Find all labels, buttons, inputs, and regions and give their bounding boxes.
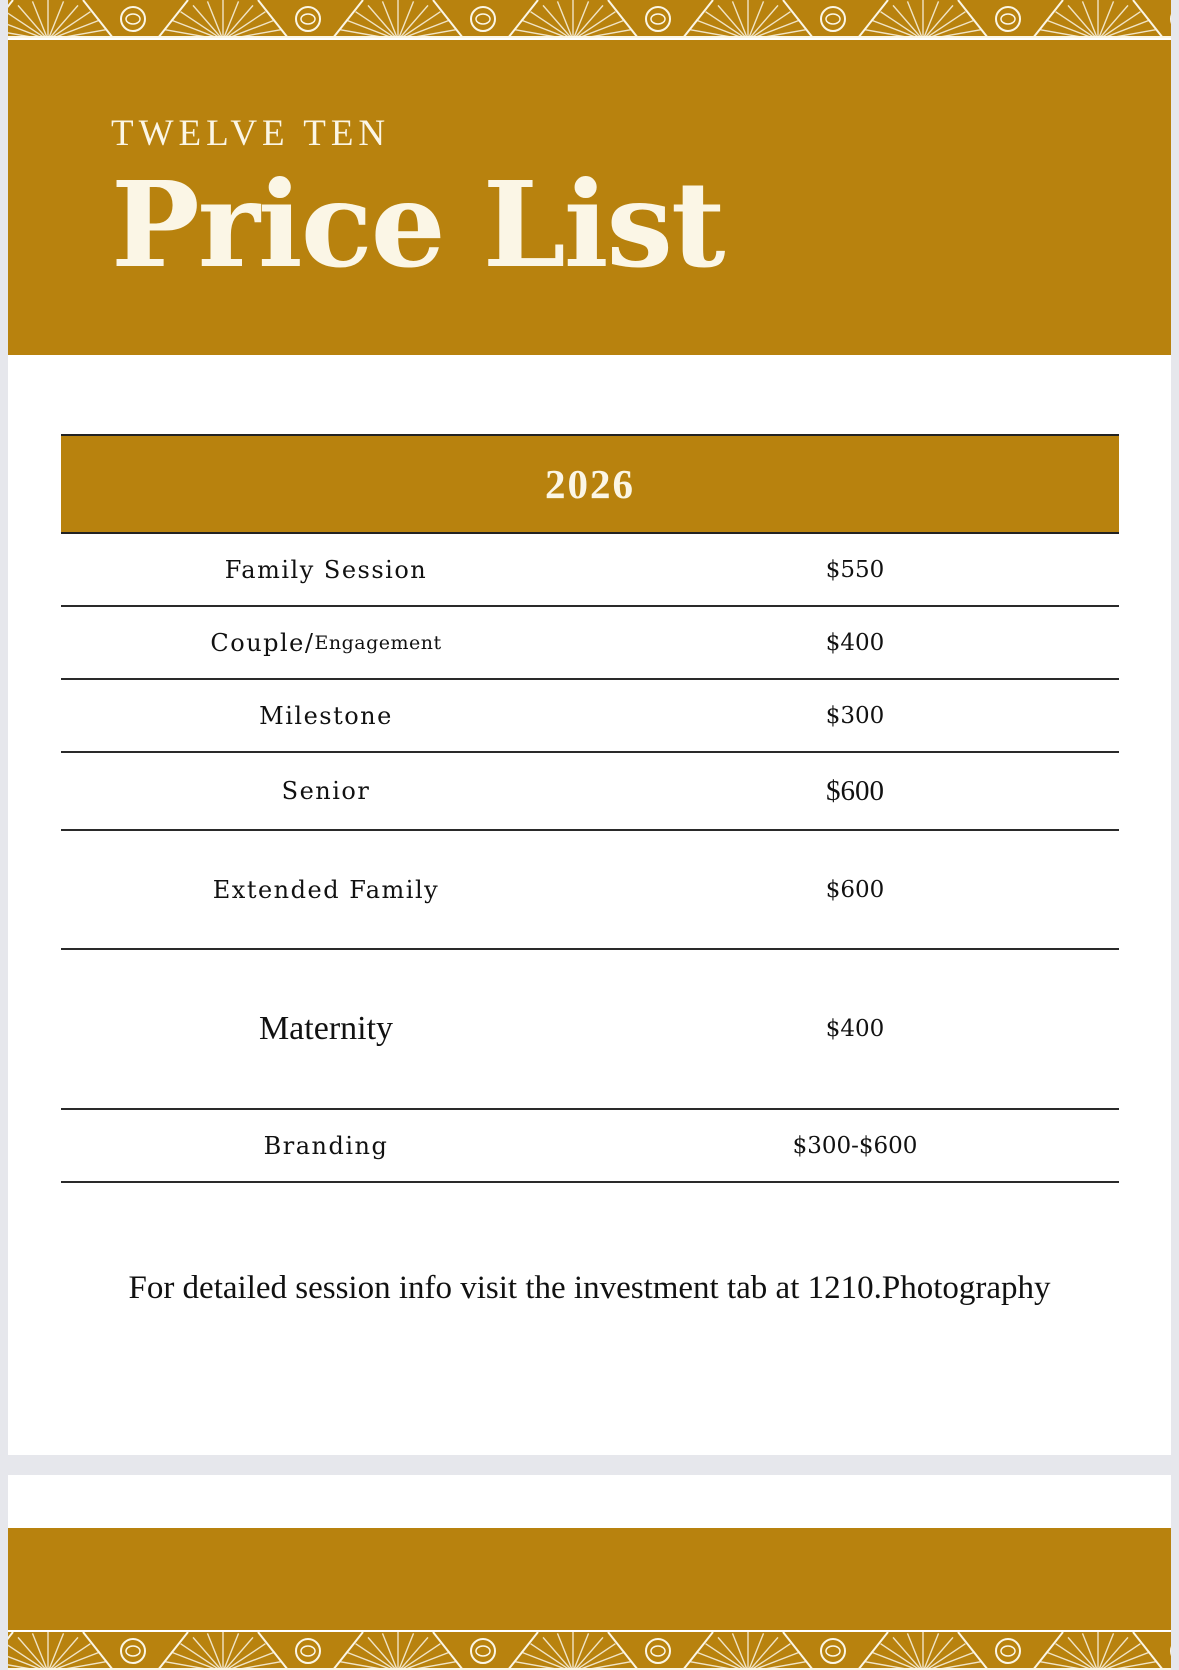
table-row bbox=[61, 1110, 1119, 1183]
price-list-page bbox=[8, 0, 1171, 1455]
fan-pattern-icon bbox=[8, 1632, 1171, 1670]
session-name: Maternity bbox=[258, 1010, 394, 1047]
art-deco-border-top bbox=[8, 0, 1171, 38]
footer-band bbox=[8, 1528, 1171, 1630]
session-name bbox=[61, 607, 591, 678]
session-price: $300 bbox=[825, 702, 885, 729]
second-page bbox=[8, 1475, 1171, 1669]
page-title: Price List bbox=[111, 155, 724, 294]
table-row bbox=[61, 831, 1119, 950]
session-price: $300-$600 bbox=[792, 1132, 918, 1159]
session-price: $550 bbox=[825, 556, 885, 583]
session-name: Extended Family bbox=[212, 875, 440, 904]
table-row bbox=[61, 680, 1119, 753]
session-price: $600 bbox=[825, 876, 885, 903]
year-header: 2026 bbox=[61, 434, 1119, 534]
table-row bbox=[61, 950, 1119, 1110]
session-price: $600 bbox=[826, 774, 884, 807]
session-name: Branding bbox=[263, 1131, 389, 1160]
price-table bbox=[61, 434, 1119, 1183]
session-name: Milestone bbox=[259, 701, 393, 730]
brand-name: TWELVE TEN bbox=[111, 113, 391, 154]
session-name: Senior bbox=[281, 777, 371, 805]
session-name-main: Couple/ bbox=[210, 628, 315, 657]
footer-note: For detailed session info visit the investment tab at 1210.Photography bbox=[128, 1270, 1051, 1306]
art-deco-border-bottom bbox=[8, 1632, 1171, 1670]
fan-pattern-icon bbox=[8, 0, 1171, 38]
table-row bbox=[61, 607, 1119, 680]
table-row bbox=[61, 534, 1119, 607]
session-price: $400 bbox=[825, 1016, 885, 1042]
session-price: $400 bbox=[825, 629, 885, 656]
session-name: Family Session bbox=[224, 555, 428, 584]
session-name-suffix: Engagement bbox=[314, 631, 442, 654]
table-row bbox=[61, 753, 1119, 831]
